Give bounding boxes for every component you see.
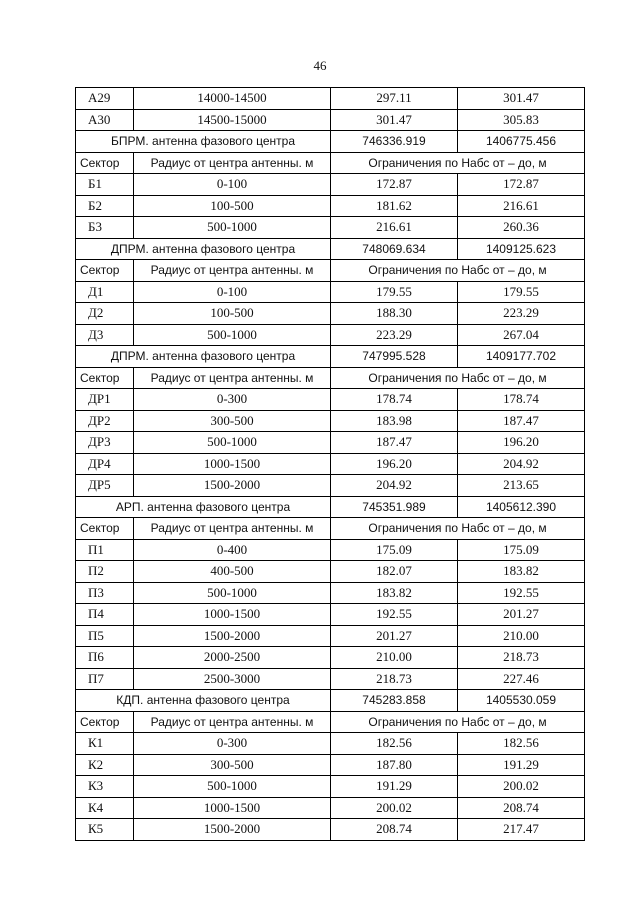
- height-from-cell: 172.87: [331, 174, 458, 196]
- radius-range-cell: 300-500: [134, 410, 331, 432]
- height-from-cell: 191.29: [331, 776, 458, 798]
- height-to-cell: 183.82: [458, 561, 585, 583]
- radius-range-cell: 400-500: [134, 561, 331, 583]
- height-from-cell: 182.07: [331, 561, 458, 583]
- table-row: [76, 776, 585, 798]
- table-row: [76, 819, 585, 841]
- radius-range-cell: 2000-2500: [134, 647, 331, 669]
- section-title: ДПРМ. антенна фазового центра: [76, 346, 331, 368]
- header-sector: Сектор: [76, 367, 134, 389]
- section-title-row: [76, 346, 585, 368]
- radius-range-cell: 2500-3000: [134, 668, 331, 690]
- table-row: [76, 604, 585, 626]
- coordinate-x: 746336.919: [331, 131, 458, 153]
- height-to-cell: 216.61: [458, 195, 585, 217]
- sector-cell: ДР2: [76, 410, 134, 432]
- column-header-row: [76, 518, 585, 540]
- height-to-cell: 191.29: [458, 754, 585, 776]
- header-radius: Радиус от центра антенны. м: [134, 260, 331, 282]
- height-to-cell: 301.47: [458, 88, 585, 110]
- coordinate-y: 1409177.702: [458, 346, 585, 368]
- table-row: [76, 582, 585, 604]
- sector-cell: К2: [76, 754, 134, 776]
- height-to-cell: 213.65: [458, 475, 585, 497]
- radius-range-cell: 1500-2000: [134, 819, 331, 841]
- sector-cell: Б3: [76, 217, 134, 239]
- height-from-cell: 183.82: [331, 582, 458, 604]
- height-to-cell: 172.87: [458, 174, 585, 196]
- height-from-cell: 196.20: [331, 453, 458, 475]
- table-row: [76, 195, 585, 217]
- height-from-cell: 179.55: [331, 281, 458, 303]
- table-row: [76, 88, 585, 110]
- table-row: [76, 561, 585, 583]
- radius-range-cell: 1000-1500: [134, 797, 331, 819]
- height-to-cell: 204.92: [458, 453, 585, 475]
- height-to-cell: 178.74: [458, 389, 585, 411]
- sector-cell: К5: [76, 819, 134, 841]
- sector-cell: П7: [76, 668, 134, 690]
- height-to-cell: 182.56: [458, 733, 585, 755]
- coordinate-x: 748069.634: [331, 238, 458, 260]
- table-row: [76, 733, 585, 755]
- table-row: [76, 432, 585, 454]
- header-sector: Сектор: [76, 260, 134, 282]
- radius-range-cell: 0-300: [134, 389, 331, 411]
- height-to-cell: 201.27: [458, 604, 585, 626]
- radius-range-cell: 14500-15000: [134, 109, 331, 131]
- section-title: КДП. антенна фазового центра: [76, 690, 331, 712]
- table-row: [76, 539, 585, 561]
- section-title-row: [76, 238, 585, 260]
- height-from-cell: 301.47: [331, 109, 458, 131]
- coordinate-y: 1405612.390: [458, 496, 585, 518]
- obstacle-limits-table: [75, 87, 585, 841]
- height-from-cell: 208.74: [331, 819, 458, 841]
- radius-range-cell: 500-1000: [134, 582, 331, 604]
- height-from-cell: 178.74: [331, 389, 458, 411]
- section-title: АРП. антенна фазового центра: [76, 496, 331, 518]
- coordinate-x: 745283.858: [331, 690, 458, 712]
- radius-range-cell: 1500-2000: [134, 625, 331, 647]
- height-from-cell: 218.73: [331, 668, 458, 690]
- page-number: 46: [313, 58, 327, 73]
- header-radius: Радиус от центра антенны. м: [134, 367, 331, 389]
- radius-range-cell: 0-100: [134, 281, 331, 303]
- radius-range-cell: 1000-1500: [134, 604, 331, 626]
- height-to-cell: 192.55: [458, 582, 585, 604]
- sector-cell: П1: [76, 539, 134, 561]
- radius-range-cell: 500-1000: [134, 432, 331, 454]
- height-from-cell: 210.00: [331, 647, 458, 669]
- radius-range-cell: 1000-1500: [134, 453, 331, 475]
- table-row: [76, 797, 585, 819]
- header-limits: Ограничения по Набс от – до, м: [331, 711, 585, 733]
- sector-cell: К1: [76, 733, 134, 755]
- sector-cell: ДР3: [76, 432, 134, 454]
- height-from-cell: 183.98: [331, 410, 458, 432]
- height-from-cell: 187.80: [331, 754, 458, 776]
- sector-cell: Б2: [76, 195, 134, 217]
- header-sector: Сектор: [76, 518, 134, 540]
- sector-cell: П6: [76, 647, 134, 669]
- radius-range-cell: 14000-14500: [134, 88, 331, 110]
- radius-range-cell: 500-1000: [134, 776, 331, 798]
- radius-range-cell: 500-1000: [134, 217, 331, 239]
- sector-cell: А30: [76, 109, 134, 131]
- height-to-cell: 196.20: [458, 432, 585, 454]
- height-from-cell: 297.11: [331, 88, 458, 110]
- section-title: ДПРМ. антенна фазового центра: [76, 238, 331, 260]
- coordinate-y: 1406775.456: [458, 131, 585, 153]
- height-to-cell: 223.29: [458, 303, 585, 325]
- height-from-cell: 181.62: [331, 195, 458, 217]
- section-title: БПРМ. антенна фазового центра: [76, 131, 331, 153]
- height-from-cell: 187.47: [331, 432, 458, 454]
- radius-range-cell: 300-500: [134, 754, 331, 776]
- height-from-cell: 175.09: [331, 539, 458, 561]
- radius-range-cell: 0-300: [134, 733, 331, 755]
- table-row: [76, 389, 585, 411]
- sector-cell: Д3: [76, 324, 134, 346]
- height-to-cell: 305.83: [458, 109, 585, 131]
- sector-cell: П2: [76, 561, 134, 583]
- table-row: [76, 453, 585, 475]
- header-radius: Радиус от центра антенны. м: [134, 711, 331, 733]
- height-from-cell: 200.02: [331, 797, 458, 819]
- height-to-cell: 208.74: [458, 797, 585, 819]
- sector-cell: П4: [76, 604, 134, 626]
- height-from-cell: 216.61: [331, 217, 458, 239]
- height-to-cell: 267.04: [458, 324, 585, 346]
- sector-cell: А29: [76, 88, 134, 110]
- table-row: [76, 109, 585, 131]
- height-to-cell: 200.02: [458, 776, 585, 798]
- sector-cell: ДР4: [76, 453, 134, 475]
- radius-range-cell: 0-400: [134, 539, 331, 561]
- radius-range-cell: 1500-2000: [134, 475, 331, 497]
- section-title-row: [76, 496, 585, 518]
- header-limits: Ограничения по Набс от – до, м: [331, 152, 585, 174]
- header-limits: Ограничения по Набс от – до, м: [331, 367, 585, 389]
- height-to-cell: 217.47: [458, 819, 585, 841]
- height-to-cell: 179.55: [458, 281, 585, 303]
- sector-cell: Д2: [76, 303, 134, 325]
- column-header-row: [76, 260, 585, 282]
- sector-cell: П5: [76, 625, 134, 647]
- coordinate-y: 1409125.623: [458, 238, 585, 260]
- header-limits: Ограничения по Набс от – до, м: [331, 518, 585, 540]
- table-row: [76, 668, 585, 690]
- table-row: [76, 303, 585, 325]
- height-from-cell: 223.29: [331, 324, 458, 346]
- height-to-cell: 260.36: [458, 217, 585, 239]
- coordinate-x: 747995.528: [331, 346, 458, 368]
- height-to-cell: 187.47: [458, 410, 585, 432]
- sector-cell: Б1: [76, 174, 134, 196]
- height-to-cell: 218.73: [458, 647, 585, 669]
- coordinate-x: 745351.989: [331, 496, 458, 518]
- height-from-cell: 204.92: [331, 475, 458, 497]
- height-to-cell: 175.09: [458, 539, 585, 561]
- section-title-row: [76, 690, 585, 712]
- sector-cell: ДР5: [76, 475, 134, 497]
- sector-cell: Д1: [76, 281, 134, 303]
- table-row: [76, 754, 585, 776]
- header-limits: Ограничения по Набс от – до, м: [331, 260, 585, 282]
- column-header-row: [76, 711, 585, 733]
- radius-range-cell: 0-100: [134, 174, 331, 196]
- height-to-cell: 210.00: [458, 625, 585, 647]
- coordinate-y: 1405530.059: [458, 690, 585, 712]
- height-from-cell: 192.55: [331, 604, 458, 626]
- table-row: [76, 281, 585, 303]
- header-radius: Радиус от центра антенны. м: [134, 152, 331, 174]
- table-row: [76, 217, 585, 239]
- header-sector: Сектор: [76, 711, 134, 733]
- header-sector: Сектор: [76, 152, 134, 174]
- section-title-row: [76, 131, 585, 153]
- table-row: [76, 475, 585, 497]
- table-row: [76, 625, 585, 647]
- table-row: [76, 174, 585, 196]
- height-from-cell: 182.56: [331, 733, 458, 755]
- table-row: [76, 410, 585, 432]
- column-header-row: [76, 152, 585, 174]
- height-to-cell: 227.46: [458, 668, 585, 690]
- radius-range-cell: 500-1000: [134, 324, 331, 346]
- sector-cell: П3: [76, 582, 134, 604]
- sector-cell: ДР1: [76, 389, 134, 411]
- radius-range-cell: 100-500: [134, 195, 331, 217]
- table-row: [76, 324, 585, 346]
- column-header-row: [76, 367, 585, 389]
- table-row: [76, 647, 585, 669]
- sector-cell: К3: [76, 776, 134, 798]
- radius-range-cell: 100-500: [134, 303, 331, 325]
- height-from-cell: 201.27: [331, 625, 458, 647]
- header-radius: Радиус от центра антенны. м: [134, 518, 331, 540]
- height-from-cell: 188.30: [331, 303, 458, 325]
- sector-cell: К4: [76, 797, 134, 819]
